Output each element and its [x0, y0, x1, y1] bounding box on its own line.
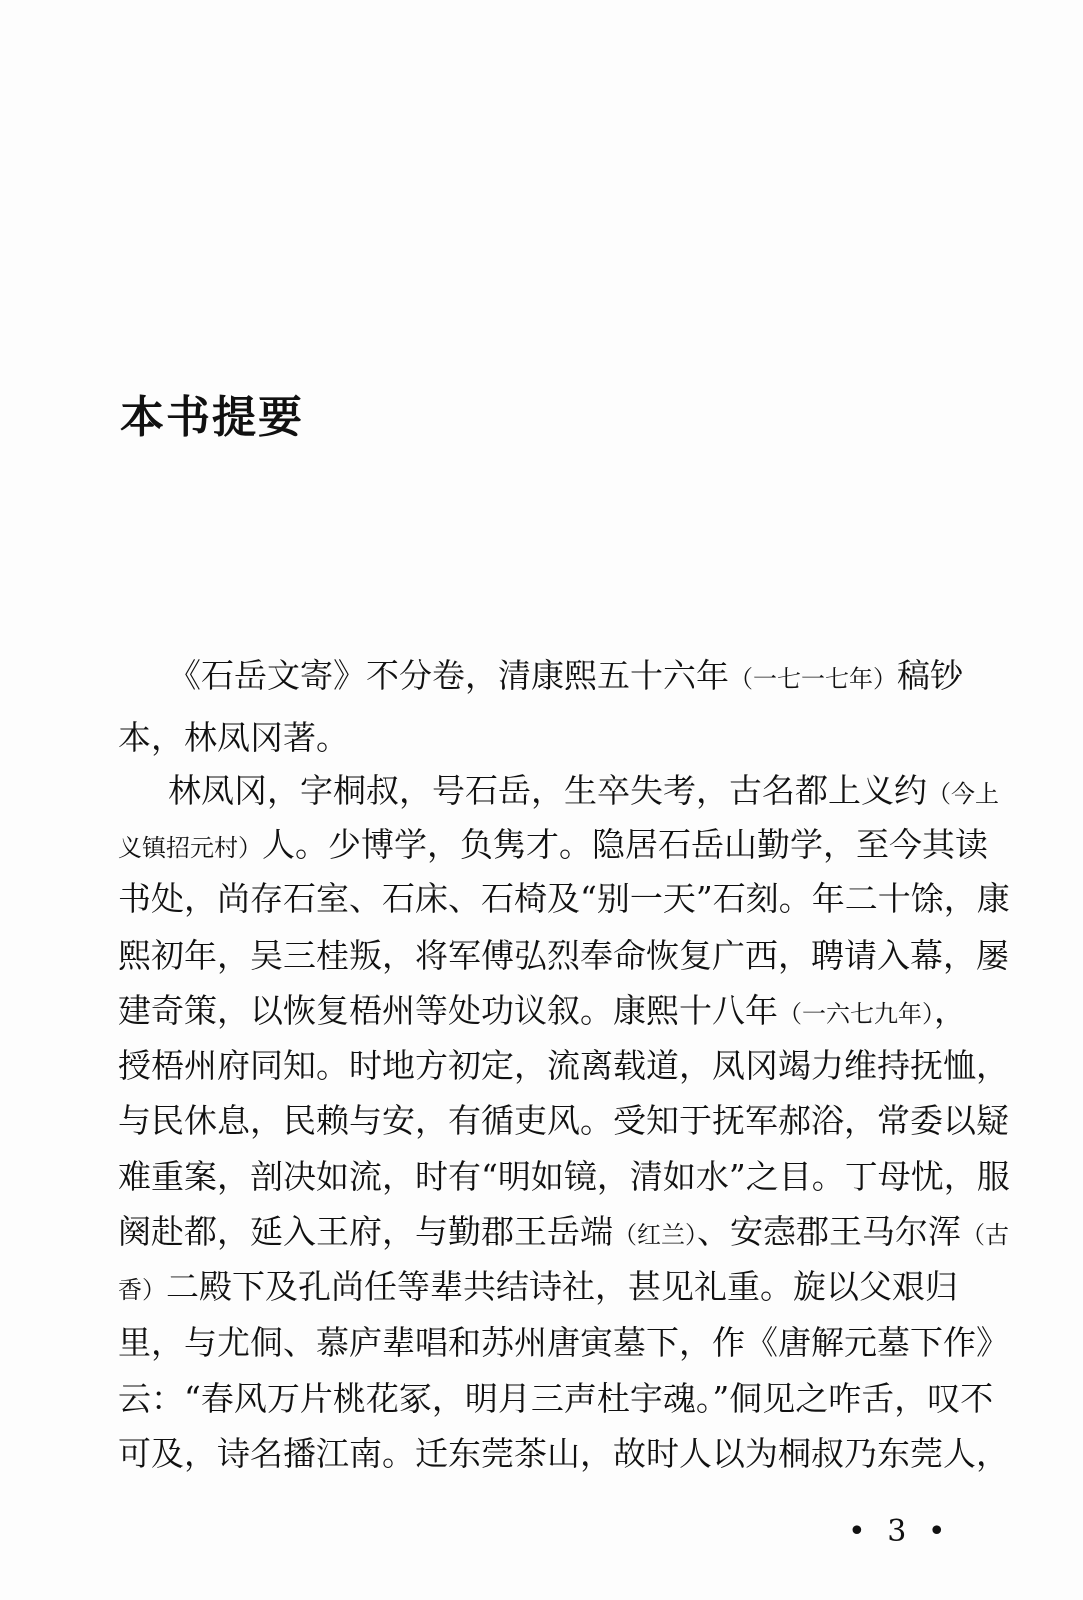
text-line — [118, 988, 967, 1034]
text-segment: 授梧州府同知。时地方初定，流离载道，凤冈竭力维持抚恤， — [118, 1046, 1009, 1085]
text-line — [168, 768, 999, 814]
text-segment: 书处，尚存石室、石床、石椅及“别一天”石刻。年二十馀，康 — [118, 879, 1010, 918]
text-line — [118, 876, 1010, 922]
text-segment: 建奇策，以恢复梧州等处功议叙。康熙十八年 — [118, 991, 778, 1030]
text-line — [118, 1098, 1009, 1144]
text-segment: 难重案，剖决如流，时有“明如镜，清如水”之目。丁母忧，服 — [118, 1157, 1010, 1196]
text-line — [118, 822, 988, 868]
text-line — [118, 1431, 1009, 1477]
inline-note: 香） — [118, 1276, 166, 1304]
text-segment: 里，与尤侗、慕庐辈唱和苏州唐寅墓下，作《唐解元墓下作》 — [118, 1323, 1009, 1362]
text-segment: 本，林凤冈著。 — [118, 718, 349, 757]
text-line — [118, 1154, 1010, 1200]
page-title: 本书提要 — [120, 392, 304, 443]
text-line — [118, 715, 948, 761]
inline-note: 义镇招元村） — [118, 834, 262, 862]
text-segment: 稿钞 — [897, 656, 963, 695]
text-segment: 《石岳文寄》不分卷，清康熙五十六年 — [168, 656, 729, 695]
inline-note: （一六七九年） — [778, 1000, 934, 1028]
text-line — [168, 653, 963, 699]
inline-note: （今上 — [927, 780, 999, 808]
text-segment: 云：“春风万片桃花冢，明月三声杜宇魂。”侗见之咋舌，叹不 — [118, 1379, 994, 1418]
text-segment: 二殿下及孔尚任等辈共结诗社，甚见礼重。旋以父艰归 — [166, 1267, 958, 1306]
text-segment: 、安悫郡王马尔浑 — [697, 1212, 961, 1251]
text-line — [118, 1320, 1009, 1366]
page-number: • 3 • — [848, 1514, 952, 1549]
text-segment: 人。少博学，负隽才。隐居石岳山勤学，至今其读 — [262, 825, 988, 864]
text-line — [118, 1264, 958, 1310]
text-segment: 与民休息，民赖与安，有循吏风。受知于抚军郝浴，常委以疑 — [118, 1101, 1009, 1140]
text-line — [118, 1209, 1009, 1255]
inline-note: （红兰） — [613, 1221, 697, 1249]
text-segment: 阕赴都，延入王府，与勤郡王岳端 — [118, 1212, 613, 1251]
inline-note: （一七一七年） — [729, 665, 897, 693]
text-segment: 可及，诗名播江南。迁东莞茶山，故时人以为桐叔乃东莞人， — [118, 1434, 1009, 1473]
text-segment: 熙初年，吴三桂叛，将军傅弘烈奉命恢复广西，聘请入幕，屡 — [118, 936, 1009, 975]
text-line — [118, 933, 1009, 979]
text-line — [118, 1376, 994, 1422]
inline-note: （古 — [961, 1221, 1009, 1249]
text-segment: 林凤冈，字桐叔，号石岳，生卒失考，古名都上义约 — [168, 771, 927, 810]
text-segment: ， — [934, 991, 967, 1030]
text-line — [118, 1043, 1009, 1089]
